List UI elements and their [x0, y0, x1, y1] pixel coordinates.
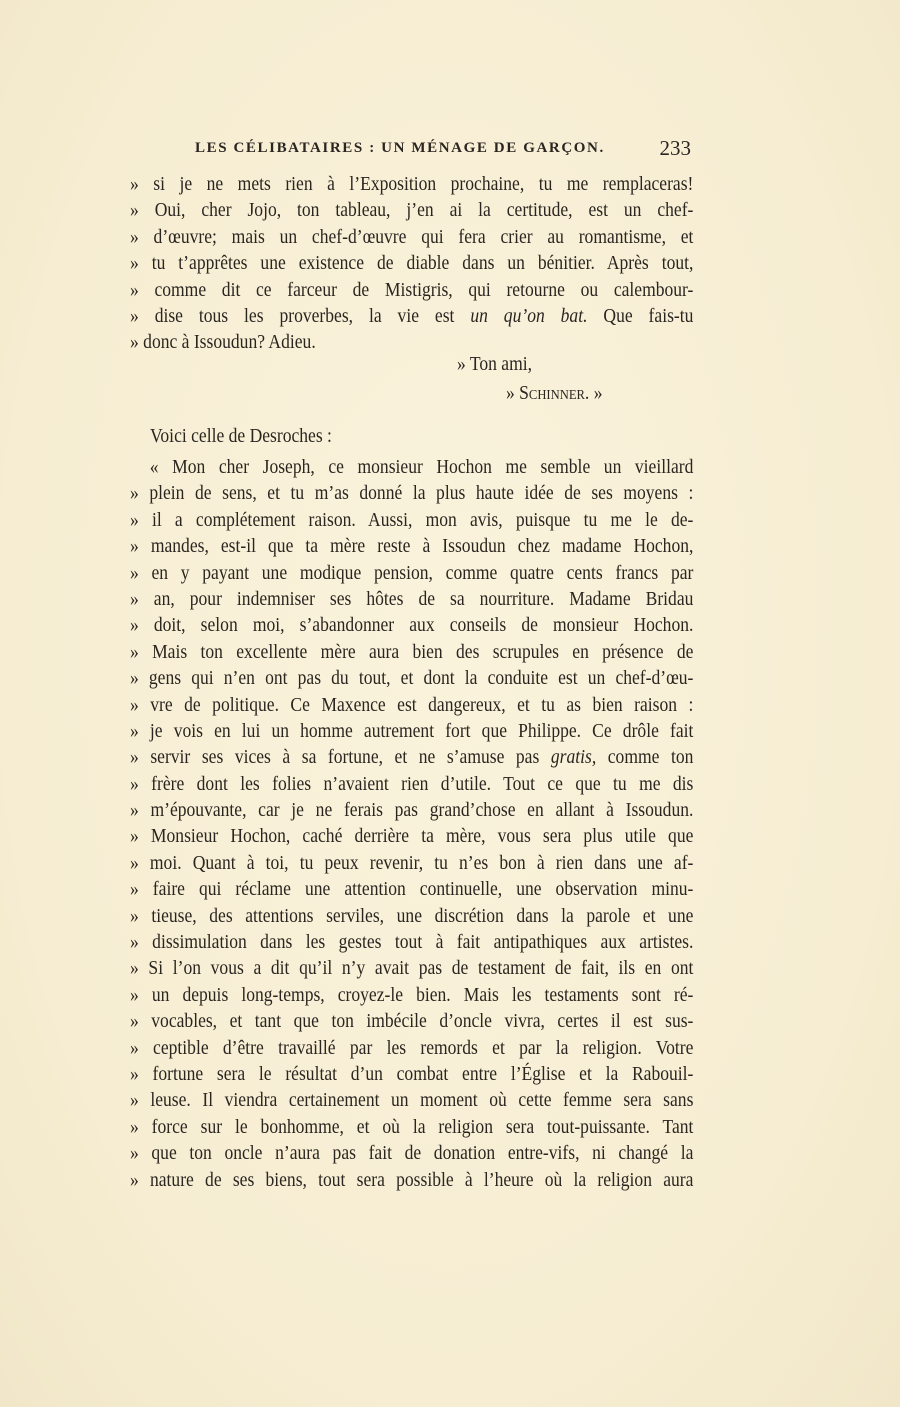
text-line: » Mais ton excellente mère aura bien des scrupules en présence de — [130, 641, 694, 663]
italic-phrase: un qu’on bat. — [470, 305, 588, 327]
text-line: » an, pour indemniser ses hôtes de sa nourriture. Madame Bridau — [130, 588, 694, 610]
text-line: » je vois en lui un homme autrement fort que Philippe. Ce drôle fait — [130, 720, 694, 742]
text-line — [130, 304, 693, 330]
letter-signature — [506, 383, 602, 405]
text-line: » Monsieur Hochon, caché derrière ta mère, vous sera plus utile que — [130, 826, 694, 848]
text-segment: » servir ses vices à sa fortune, et ne s’amuse pas — [130, 747, 551, 769]
intro-paragraph — [150, 424, 713, 450]
text-line — [130, 745, 693, 771]
letter-schinner-text — [130, 172, 693, 357]
text-segment: comme ton — [596, 747, 694, 769]
text-line: « Mon cher Joseph, ce monsieur Hochon me semble un vieillard — [149, 457, 694, 478]
text-line: » force sur le bonhomme, et où la religion sera tout-puissante. Tant — [130, 1116, 694, 1138]
text-line: » d’œuvre; mais un chef-d’œuvre qui fera crier au romantisme, et — [130, 226, 694, 248]
text-line: » gens qui n’en ont pas du tout, et dont la conduite est un chef-d’œu- — [130, 668, 694, 690]
page-header — [195, 138, 695, 164]
text-line: » leuse. Il viendra certainement un moment où cette femme sera sans — [130, 1090, 694, 1112]
signature-name: » Schinner. » — [506, 383, 603, 404]
text-line: » Si l’on vous a dit qu’il n’y avait pas de testament de fait, ils en ont — [130, 958, 694, 980]
text-line: » doit, selon moi, s’abandonner aux conseils de monsieur Hochon. — [130, 615, 694, 637]
text-line: » vre de politique. Ce Maxence est dangereux, et tu as bien raison : — [130, 694, 694, 716]
italic-phrase: gratis, — [550, 747, 597, 769]
text-line: » il a complétement raison. Aussi, mon avis, puisque tu me le de- — [130, 509, 694, 531]
text-line: » si je ne mets rien à l’Exposition prochaine, tu me remplaceras! — [130, 174, 694, 195]
letter-closing: » Ton ami, — [457, 354, 532, 375]
text-line: » fortune sera le résultat d’un combat entre l’Église et la Rabouil- — [130, 1063, 694, 1085]
text-segment: Que fais-tu — [587, 305, 694, 327]
text-line: » plein de sens, et tu m’as donné la plus haute idée de ses moyens : — [130, 483, 694, 505]
text-line: » comme dit ce farceur de Mistigris, qui retourne ou calembour- — [130, 279, 694, 301]
running-title: LES CÉLIBATAIRES : UN MÉNAGE DE GARÇON. — [195, 140, 605, 156]
text-line: » vocables, et tant que ton imbécile d’oncle vivra, certes il est sus- — [130, 1011, 694, 1033]
text-line: » m’épouvante, car je ne ferais pas grand’chose en allant à Issoudun. — [130, 800, 694, 822]
text-line: » faire qui réclame une attention continuelle, une observation minu- — [130, 879, 694, 901]
text-line: » moi. Quant à toi, tu peux revenir, tu n’es bon à rien dans une af- — [130, 852, 694, 874]
intro-line: Voici celle de Desroches : — [150, 426, 332, 447]
text-line: » tieuse, des attentions serviles, une discrétion dans la parole et une — [130, 905, 694, 927]
text-line: » tu t’apprêtes une existence de diable dans un bénitier. Après tout, — [130, 253, 694, 275]
text-line: » que ton oncle n’aura pas fait de donation entre-vifs, ni changé la — [130, 1143, 694, 1165]
text-segment: » dise tous les proverbes, la vie est — [130, 305, 471, 327]
text-line: » nature de ses biens, tout sera possible à l’heure où la religion aura — [130, 1169, 694, 1191]
page-number: 233 — [659, 136, 691, 160]
text-line: » ceptible d’être travaillé par les remords et par la religion. Votre — [130, 1037, 694, 1059]
letter-desroches-text — [130, 455, 693, 1194]
text-line: » un depuis long-temps, croyez-le bien. Mais les testaments sont ré- — [130, 984, 694, 1006]
text-line: » en y payant une modique pension, comme quatre cents francs par — [130, 562, 694, 584]
text-line: » Oui, cher Jojo, ton tableau, j’en ai la certitude, est un chef- — [130, 200, 694, 222]
text-line: » mandes, est-il que ta mère reste à Issoudun chez madame Hochon, — [130, 536, 694, 558]
text-line: » dissimulation dans les gestes tout à fait antipathiques aux artistes. — [130, 932, 694, 954]
text-line: » donc à Issoudun? Adieu. — [130, 332, 316, 354]
text-line: » frère dont les folies n’avaient rien d’utile. Tout ce que tu me dis — [130, 773, 694, 795]
